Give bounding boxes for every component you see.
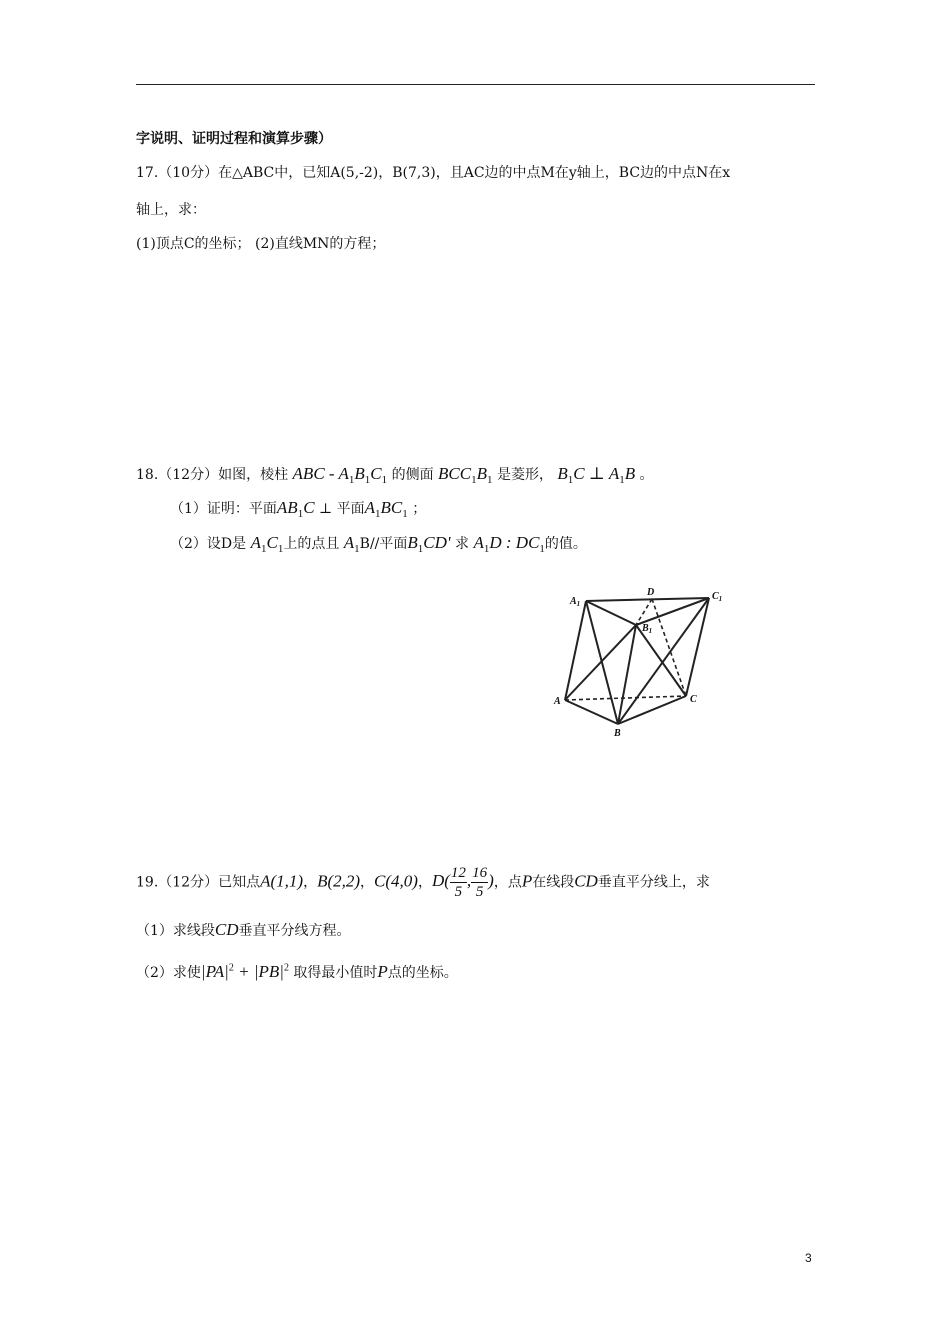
q19-part2-a: （2）求使: [136, 965, 201, 981]
q17-line-2: 轴上，求：: [136, 202, 206, 218]
prism-figure: [548, 584, 723, 744]
q19-part-2: [136, 962, 458, 982]
q19-cd: CD: [574, 871, 598, 891]
q19-part2-p: P: [377, 962, 388, 981]
q18-part2-ask: 求: [455, 536, 470, 552]
q18-stem: [136, 464, 654, 486]
q18-part2-label: （2）设D是: [170, 536, 247, 552]
q18-part-2: [170, 533, 587, 555]
q18-end: 。: [639, 467, 654, 483]
edge-a1-b1: [586, 601, 636, 625]
q18-part1-label: （1）证明：平面: [170, 501, 277, 517]
q19-part-1: [136, 920, 351, 940]
q19-rest-b: 在线段: [532, 874, 575, 891]
q19-rest-c: 垂直平分线上，求: [597, 874, 710, 891]
q19-part2-b: 取得最小值时: [293, 965, 378, 981]
label-a: A: [554, 696, 561, 707]
q19-part1-cd: CD: [214, 920, 239, 939]
edge-a1-a: [565, 601, 586, 700]
q18-part2-parallel: B//平面: [359, 536, 408, 552]
q19-part1-b: 垂直平分线方程。: [238, 923, 351, 939]
label-b: B: [614, 728, 621, 739]
q18-part2-end: 的值。: [544, 536, 587, 552]
q17-line-1: 17.（10分）在△ABC中，已知A(5,-2)，B(7,3)，且AC边的中点M在y轴上，BC边的中点N在x: [136, 165, 731, 181]
q19-stem: [136, 864, 710, 901]
q18-part1-perp: ⊥ 平面: [314, 501, 365, 517]
q19-sep: ，: [360, 874, 375, 891]
section-heading-continuation: 字说明、证明过程和演算步骤）: [136, 131, 332, 147]
q18-part1-formula: $AB_1C$: [276, 498, 315, 520]
edge-a1-b: [586, 601, 618, 724]
q18-part2-segment: $A_1C_1$: [250, 533, 284, 555]
q19-part1-a: （1）求线段: [136, 923, 215, 939]
q18-part2-plane: $B_1CD'$: [407, 533, 451, 555]
q19-sep: ，: [303, 874, 318, 891]
edge-a1-c1: [586, 598, 709, 601]
q18-prefix: 18.（12分）如图，棱柱: [136, 467, 289, 483]
q19-part2-c: 点的坐标。: [387, 965, 458, 981]
q18-face: $BCC_1B_1$: [438, 464, 493, 486]
q19-part2-expr: $|PA|^2 + |PB|^2$: [200, 962, 289, 981]
q19-p: P: [521, 871, 533, 891]
edge-b1-c: [636, 625, 686, 696]
q19-prefix: 19.（12分）已知点: [136, 874, 261, 891]
label-a1: $A_1$: [570, 596, 581, 608]
q18-mid2: 是菱形，: [496, 467, 553, 483]
edge-a-b: [565, 700, 618, 724]
label-c1: $C_1$: [712, 591, 723, 603]
q18-condition: $B_1C$ ⊥ $A_1B$: [557, 464, 636, 486]
q18-part-1: [170, 498, 426, 520]
q19-point-c: C(4,0): [374, 871, 418, 891]
q19-point-b: B(2,2): [317, 871, 361, 891]
q18-mid1: 的侧面: [391, 467, 434, 483]
q17-line-3: (1)顶点C的坐标； (2)直线MN的方程；: [136, 236, 386, 252]
q19-point-a: A(1,1): [260, 871, 304, 891]
q19-point-d: D( $\frac{12}{5}$ , $\frac{16}{5}$ ): [431, 865, 494, 900]
header-rule: [136, 84, 815, 85]
q18-part2-ratio: $A_1D$ : $DC_1$: [473, 533, 545, 555]
q19-rest-a: ，点: [493, 874, 522, 891]
q18-part1-end: ；: [412, 501, 427, 517]
label-d: D: [647, 587, 655, 598]
q18-part2-mid: 上的点且: [283, 536, 340, 552]
hidden-edge-a-c: [565, 696, 686, 700]
q18-part1-plane2: $A_1BC_1$: [364, 498, 408, 520]
label-c: C: [690, 694, 697, 705]
q19-sep: ，: [417, 874, 432, 891]
page-number: 3: [805, 1251, 812, 1265]
label-b1: $B_1$: [642, 623, 653, 635]
q18-part2-a1: $A_1$: [343, 533, 360, 555]
q18-prism: ABC - $A_1B_1C_1$: [292, 464, 388, 486]
